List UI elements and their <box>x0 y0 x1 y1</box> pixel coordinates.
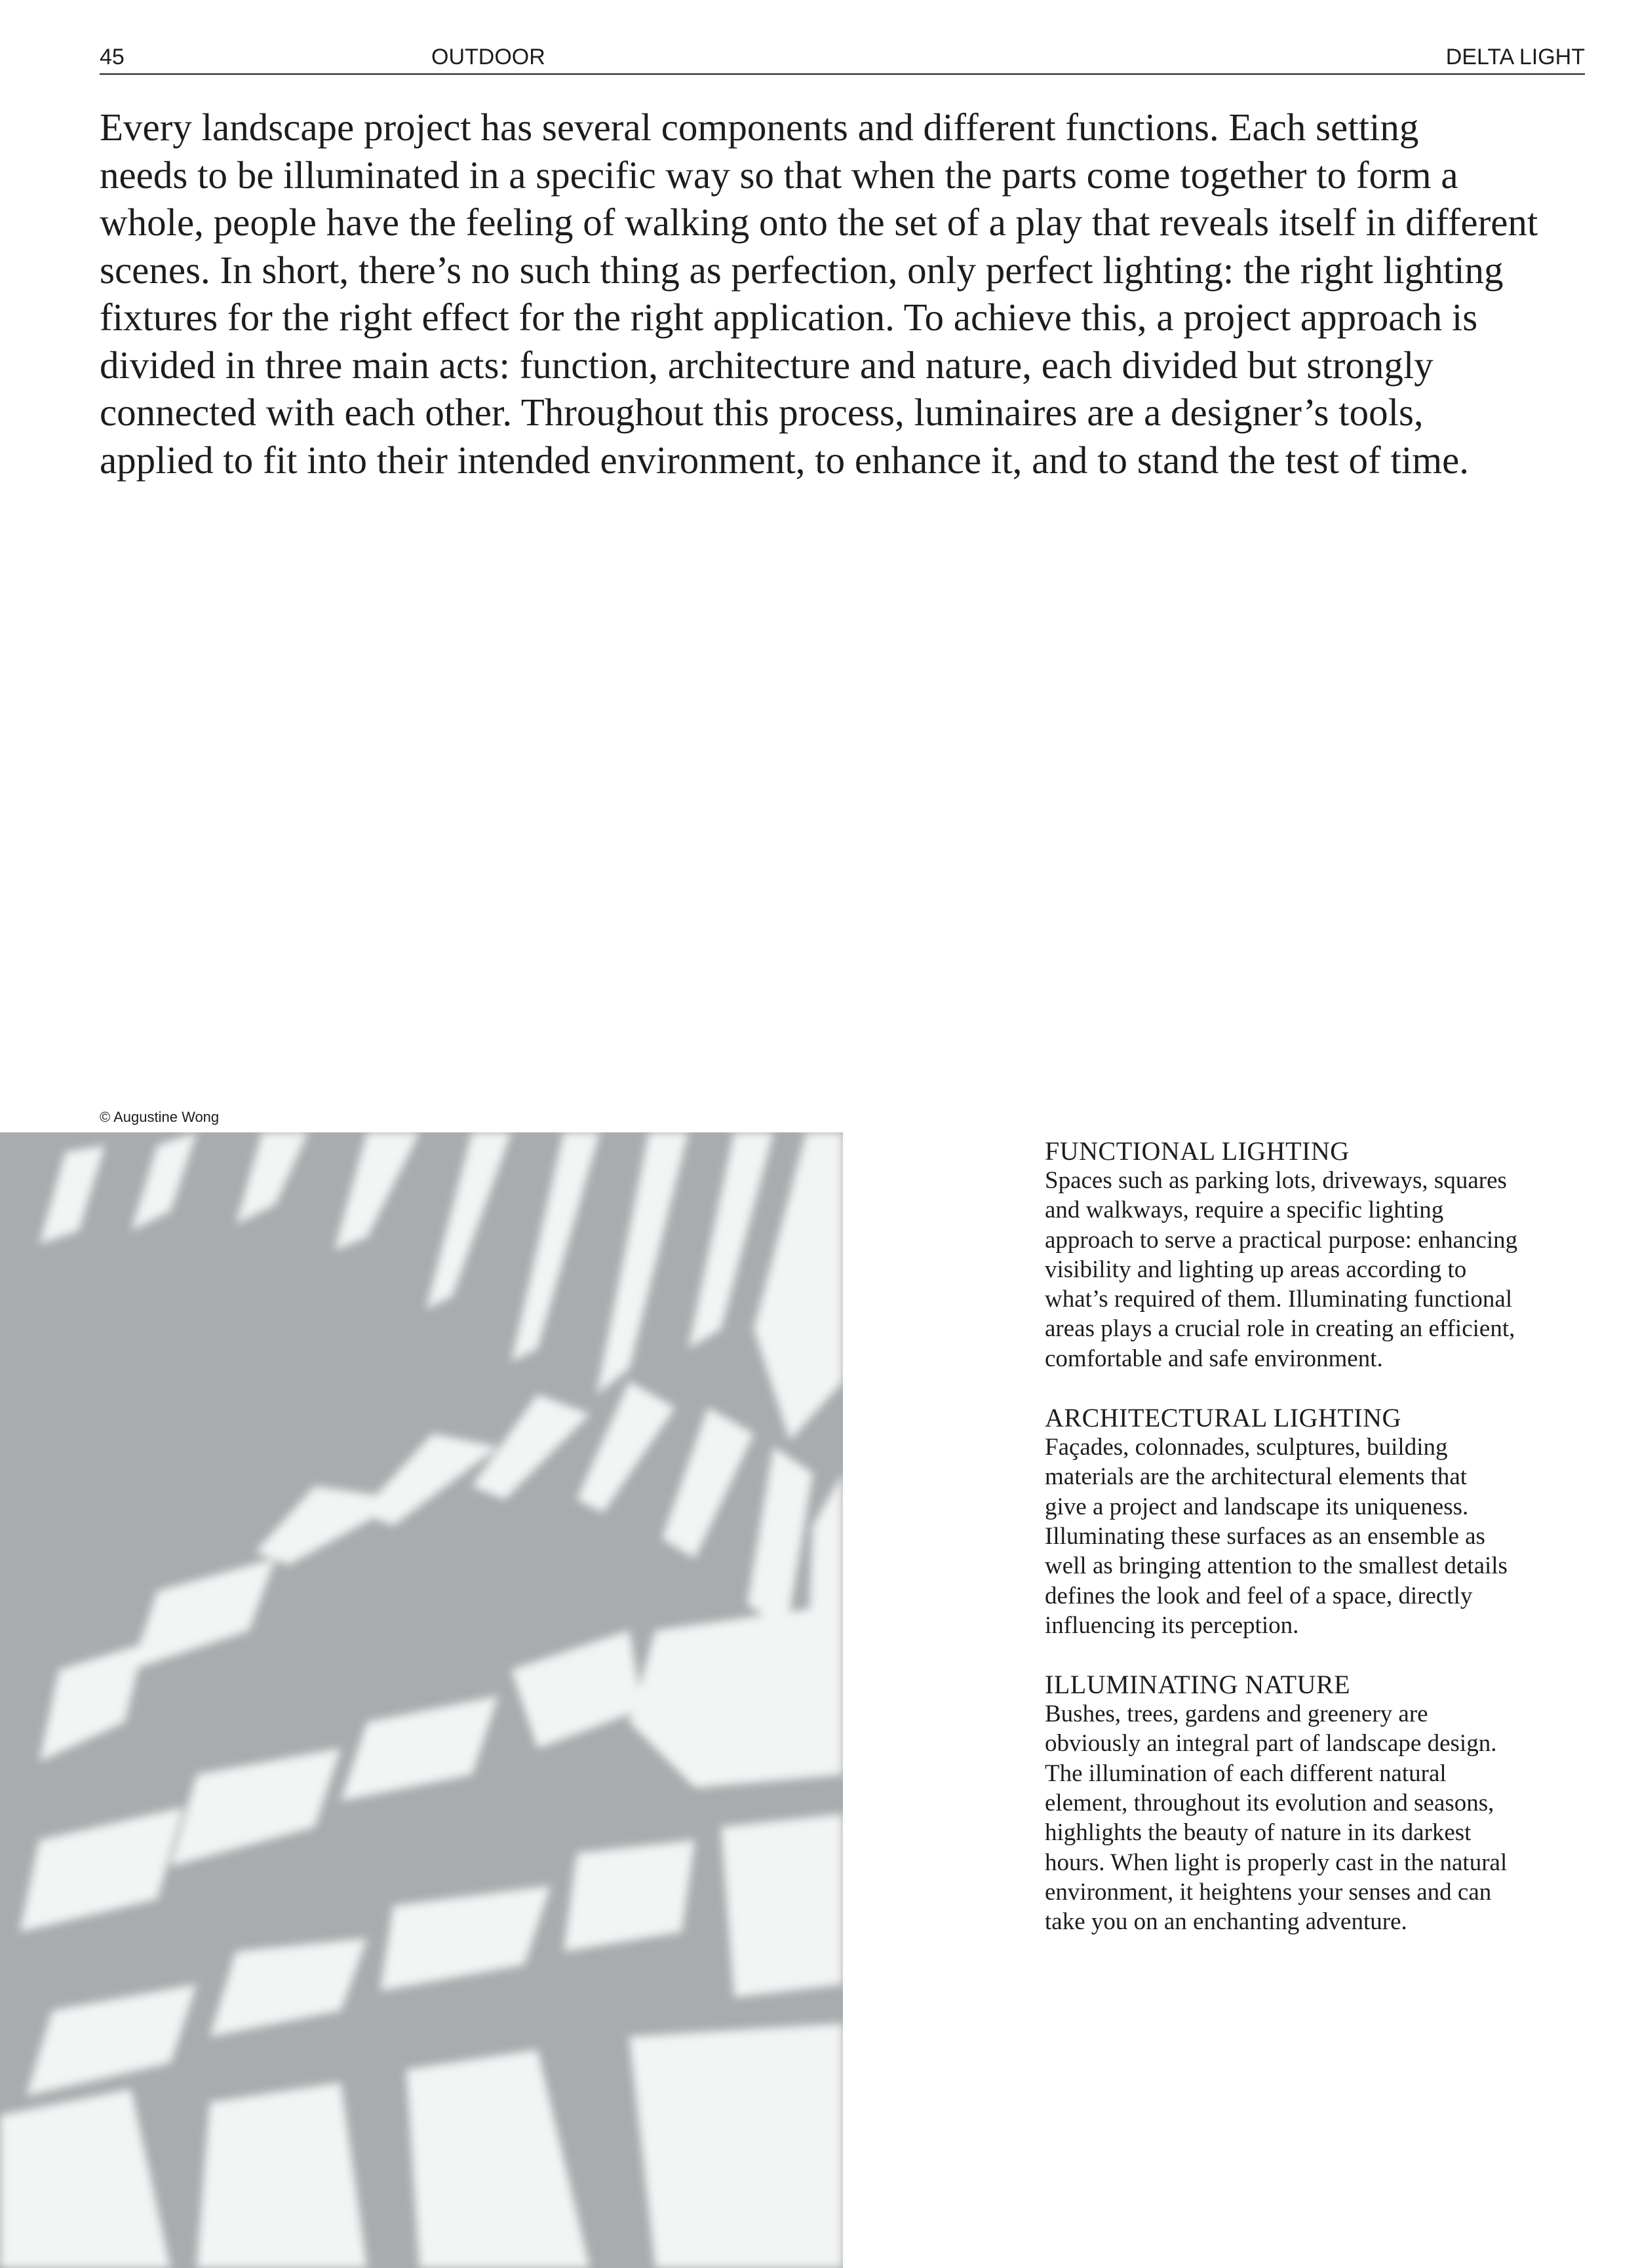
intro-line: divided in three main acts: function, architecture and nature, each divided but strongly <box>100 343 1433 387</box>
intro-paragraph <box>100 104 1607 484</box>
page-number: 45 <box>100 45 125 69</box>
lighting-sections <box>1045 1136 1595 1967</box>
section-line: element, throughout its evolution and seasons, <box>1045 1790 1494 1817</box>
intro-line: fixtures for the right effect for the right application. To achieve this, a project approach is <box>100 296 1478 339</box>
section-line: give a project and landscape its uniqueness. <box>1045 1493 1469 1520</box>
section-line: highlights the beauty of nature in its darkest <box>1045 1819 1472 1847</box>
section-line: comfortable and safe environment. <box>1045 1345 1383 1372</box>
section-title: ILLUMINATING NATURE <box>1045 1670 1351 1700</box>
section-line: Façades, colonnades, sculptures, building <box>1045 1434 1448 1461</box>
section-line: what’s required of them. Illuminating functional <box>1045 1286 1513 1313</box>
brand-name: DELTA LIGHT <box>1445 45 1585 69</box>
section-line: take you on an enchanting adventure. <box>1045 1908 1407 1936</box>
section-line: Spaces such as parking lots, driveways, squares <box>1045 1167 1507 1194</box>
intro-line: needs to be illuminated in a specific way so that when the parts come together to form a <box>100 153 1458 197</box>
section-title: ARCHITECTURAL LIGHTING <box>1045 1403 1401 1433</box>
illuminating-nature-section <box>1045 1670 1595 1936</box>
intro-line: scenes. In short, there’s no such thing as perfection, only perfect lighting: the right lighting <box>100 248 1504 292</box>
photo-credit: © Augustine Wong <box>100 1109 220 1125</box>
page-header <box>100 41 1585 75</box>
section-line: influencing its perception. <box>1045 1611 1299 1639</box>
palm-leaf-shadow-image <box>0 1132 843 2268</box>
section-line: and walkways, require a specific lighting <box>1045 1197 1444 1224</box>
section-title: FUNCTIONAL LIGHTING <box>1045 1136 1350 1166</box>
section-line: obviously an integral part of landscape design. <box>1045 1730 1497 1758</box>
section-line: well as bringing attention to the smallest details <box>1045 1552 1508 1580</box>
section-line: materials are the architectural elements that <box>1045 1463 1468 1491</box>
intro-line: whole, people have the feeling of walking onto the set of a play that reveals itself in different <box>100 201 1538 244</box>
section-line: visibility and lighting up areas according to <box>1045 1256 1467 1283</box>
section-line: hours. When light is properly cast in the natural <box>1045 1849 1508 1876</box>
section-line: Illuminating these surfaces as an ensemble as <box>1045 1522 1485 1550</box>
section-line: Bushes, trees, gardens and greenery are <box>1045 1701 1428 1728</box>
section-line: approach to serve a practical purpose: enhancing <box>1045 1226 1518 1254</box>
section-line: The illumination of each different natural <box>1045 1759 1447 1787</box>
section-name: OUTDOOR <box>431 45 545 69</box>
functional-lighting-section <box>1045 1136 1595 1374</box>
section-line: environment, it heightens your senses and can <box>1045 1878 1492 1906</box>
section-line: areas plays a crucial role in creating an efficient, <box>1045 1315 1515 1343</box>
intro-line: applied to fit into their intended environment, to enhance it, and to stand the test of time. <box>100 438 1470 482</box>
intro-line: connected with each other. Throughout this process, luminaires are a designer’s tools, <box>100 391 1424 434</box>
palm-shadow-photo <box>0 1132 843 2268</box>
architectural-lighting-section <box>1045 1403 1595 1640</box>
section-line: defines the look and feel of a space, directly <box>1045 1582 1473 1609</box>
intro-line: Every landscape project has several components and different functions. Each setting <box>100 106 1419 149</box>
